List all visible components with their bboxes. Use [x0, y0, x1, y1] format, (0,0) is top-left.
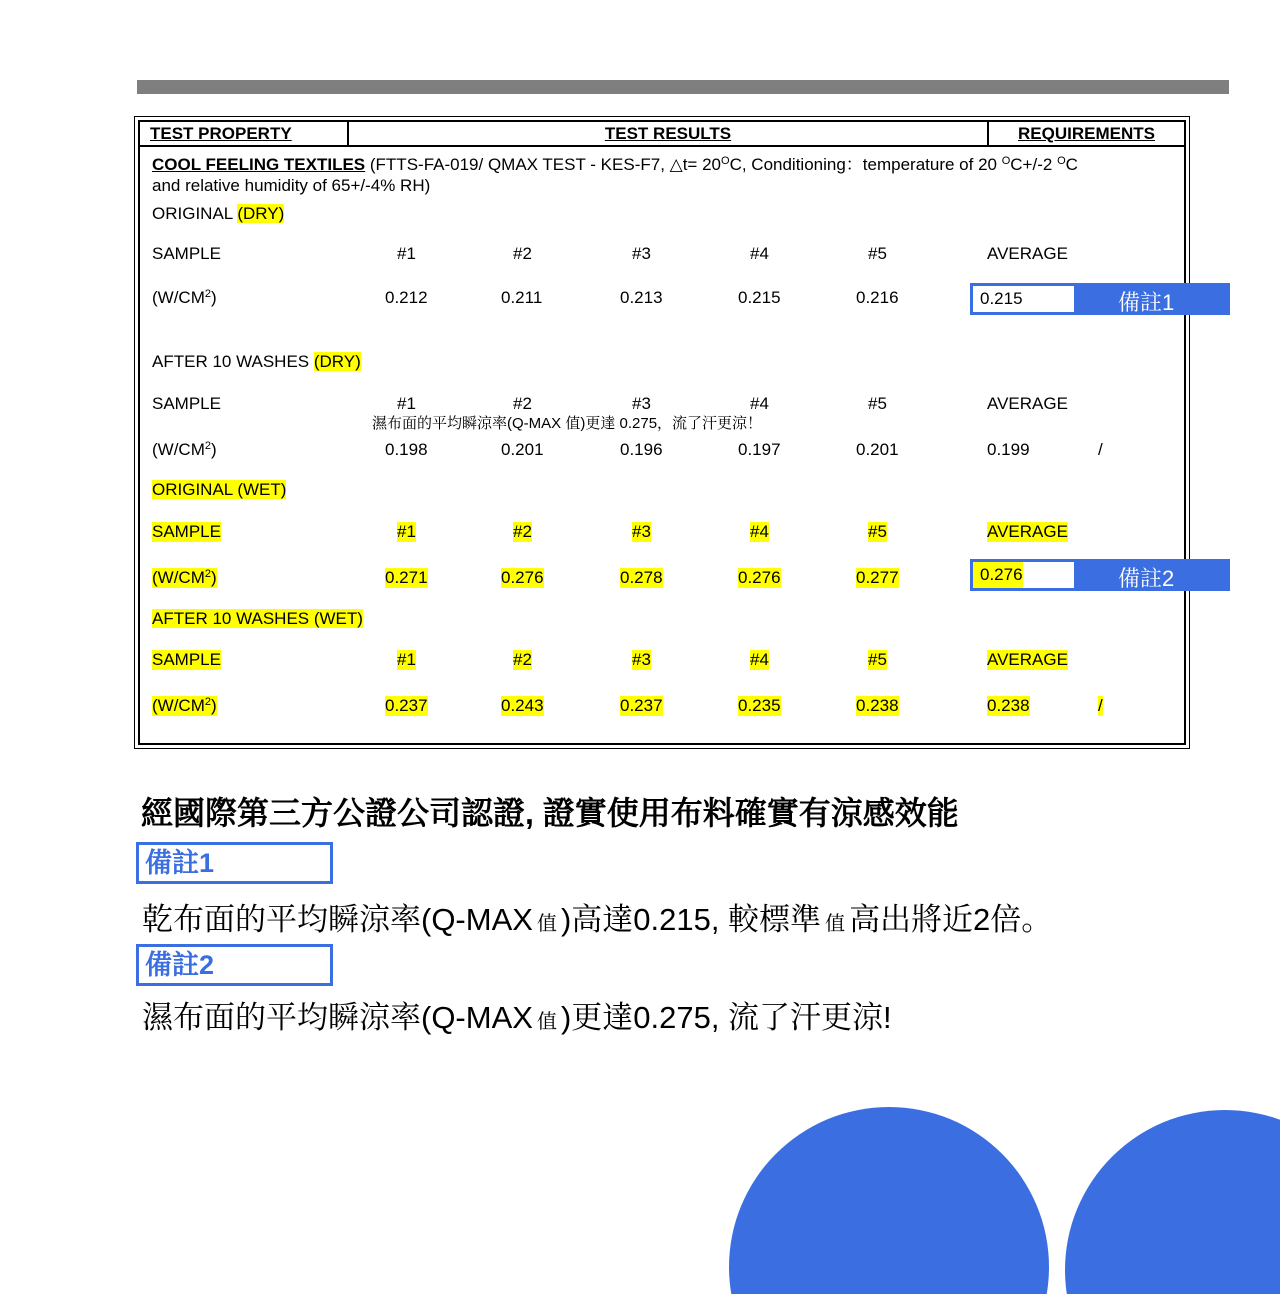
table-header-row [140, 122, 1184, 147]
sample-col-header: #3 [632, 650, 651, 669]
requirements-slash: / [1098, 440, 1103, 459]
sample-col-header: #3 [632, 522, 651, 541]
note2-callout-label: 備註2 [1118, 566, 1175, 591]
unit-label: $(W/CM^2)$ [152, 288, 217, 307]
highlighted-text: (DRY) [313, 352, 361, 371]
superscript-2: 2 [204, 288, 211, 300]
sample-header-row [140, 650, 1184, 674]
sample-col-header: #1 [397, 650, 416, 669]
sample-header-row [140, 522, 1184, 546]
test-description-line2: and relative humidity of 65+/-4% RH) [152, 176, 431, 195]
sample-col-header: #2 [513, 244, 532, 263]
sample-value: 0.201 [856, 440, 899, 459]
header-test-property: TEST PROPERTY [140, 122, 349, 145]
sample-col-header: #5 [868, 244, 887, 263]
superscript-o: O [721, 155, 730, 167]
results-table [138, 120, 1186, 745]
superscript-2: 2 [204, 568, 211, 580]
sample-col-header: #3 [632, 394, 651, 413]
small-value-char: 值 [825, 913, 846, 935]
highlighted-text: AFTER 10 WASHES (WET) [152, 609, 363, 628]
sample-col-header: #2 [513, 394, 532, 413]
section-original-wet [140, 480, 1184, 504]
superscript-2: 2 [204, 440, 211, 452]
test-desc-part: C+/-2 [1010, 155, 1058, 174]
superscript-2: 2 [204, 696, 211, 708]
note1-callout-label: 備註1 [1118, 290, 1175, 315]
sample-value: 0.278 [620, 568, 663, 587]
sample-value: 0.271 [385, 568, 428, 587]
sample-value: 0.216 [856, 288, 899, 307]
sample-col-header: #2 [513, 650, 532, 669]
header-requirements: REQUIREMENTS [1018, 124, 1155, 143]
footer-note1-label: 備註1 [145, 848, 215, 878]
sample-value: 0.196 [620, 440, 663, 459]
sample-label: SAMPLE [152, 244, 221, 263]
sample-value: 0.211 [501, 288, 543, 307]
sample-col-header: #1 [397, 244, 416, 263]
values-row [140, 696, 1184, 720]
note1-value-box [973, 286, 1074, 312]
sample-label: SAMPLE [152, 394, 221, 413]
sample-value: 0.237 [620, 696, 663, 715]
section-label: AFTER 10 WASHES (DRY) [152, 352, 361, 371]
values-row [140, 440, 1184, 464]
sample-value: 0.276 [738, 568, 781, 587]
footer-note1-paragraph: 乾布面的平均瞬涼率(Q-MAX 值 )高達0.215, 較標準 值 高出將近2倍。 [142, 902, 1053, 937]
sample-col-header: #3 [632, 244, 651, 263]
certification-heading: 經國際第三方公證公司認證, 證實使用布料確實有涼感效能 [141, 795, 959, 831]
header-test-results: TEST RESULTS [349, 122, 989, 145]
sample-value: 0.198 [385, 440, 428, 459]
footer-note2-paragraph: 濕布面的平均瞬涼率(Q-MAX 值 )更達0.275, 流了汗更涼! [142, 1000, 892, 1035]
sample-col-header: #5 [868, 522, 887, 541]
sample-value: 0.276 [501, 568, 544, 587]
top-divider-bar [137, 80, 1229, 94]
highlighted-text: (DRY) [237, 204, 285, 223]
sample-col-header: #5 [868, 394, 887, 413]
decor-circle-right [1065, 1110, 1280, 1294]
note2-callout-bar [970, 559, 1230, 591]
sample-col-header: #4 [750, 522, 769, 541]
decor-circle-left [729, 1107, 1049, 1294]
sample-label: SAMPLE [152, 522, 221, 541]
section-label: ORIGINAL (DRY) [152, 204, 285, 223]
footer-note1-box [136, 842, 333, 884]
sample-col-header: #4 [750, 650, 769, 669]
sample-value: 0.215 [738, 288, 781, 307]
sample-value: 0.243 [501, 696, 544, 715]
test-description-line1 [140, 150, 1184, 174]
footer-note2-label: 備註2 [145, 950, 215, 980]
section-label [152, 609, 363, 629]
test-desc-part: (FTTS-FA-019/ QMAX TEST - KES-F7, △t= 20 [365, 155, 721, 174]
test-desc-part: C [1065, 155, 1078, 174]
superscript-o: O [1057, 155, 1066, 167]
section-after-washes-dry [140, 352, 1184, 376]
sample-value: 0.277 [856, 568, 899, 587]
sample-col-header: #1 [397, 522, 416, 541]
section-original-dry [140, 204, 1184, 228]
sample-value: 0.235 [738, 696, 781, 715]
footer-note2-box [136, 944, 333, 986]
sample-col-header: #5 [868, 650, 887, 669]
average-label: AVERAGE [987, 244, 1068, 263]
note1-callout-bar [970, 283, 1230, 315]
average-value: 0.238 [987, 696, 1030, 715]
section-after-washes-wet [140, 609, 1184, 633]
highlighted-text: ORIGINAL (WET) [152, 480, 287, 499]
average-label: AVERAGE [987, 650, 1068, 669]
average-value: 0.215 [980, 289, 1023, 308]
requirements-slash: / [1098, 696, 1103, 715]
sample-header-row [140, 244, 1184, 268]
superscript-o: O [1001, 155, 1011, 167]
average-label: AVERAGE [987, 522, 1068, 541]
section-label [152, 480, 286, 500]
test-desc-part: C, Conditioning：temperature of 20 [729, 155, 1002, 174]
sample-col-header: #2 [513, 522, 532, 541]
average-label: AVERAGE [987, 394, 1068, 413]
unit-label: $(W/CM^2)$ [152, 696, 217, 715]
overlay-annotation-text: 濕布面的平均瞬涼率(Q-MAX 值)更達 0.275，流了汗更涼！ [372, 415, 763, 432]
sample-value: 0.237 [385, 696, 428, 715]
note2-value-box [973, 562, 1074, 588]
test-name: COOL FEELING TEXTILES [152, 155, 366, 174]
small-value-char: 值 [536, 913, 557, 935]
sample-value: 0.213 [620, 288, 663, 307]
average-value: 0.276 [973, 562, 1023, 588]
sample-col-header: #4 [750, 394, 769, 413]
sample-value: 0.201 [501, 440, 544, 459]
small-value-char: 值 [536, 1011, 557, 1033]
sample-col-header: #1 [397, 394, 416, 413]
unit-label: $(W/CM^2)$ [152, 440, 217, 459]
sample-value: 0.212 [385, 288, 428, 307]
sample-label: SAMPLE [152, 650, 221, 669]
unit-label: $(W/CM^2)$ [152, 568, 217, 587]
sample-value: 0.238 [856, 696, 899, 715]
average-value: 0.199 [987, 440, 1030, 459]
sample-value: 0.197 [738, 440, 781, 459]
sample-col-header: #4 [750, 244, 769, 263]
